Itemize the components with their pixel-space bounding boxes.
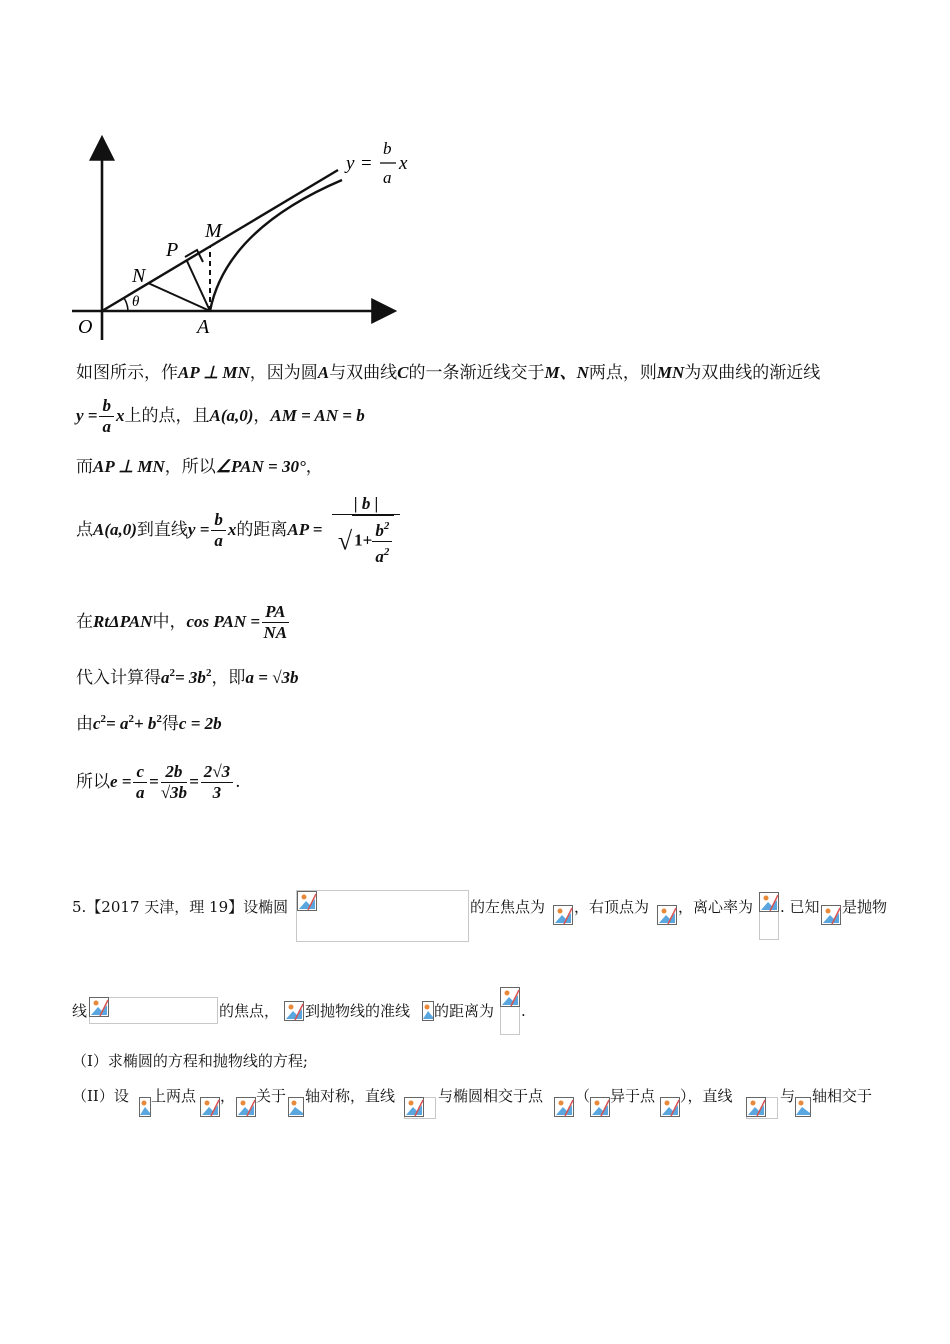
broken-image-icon — [284, 1001, 304, 1021]
broken-image-icon — [297, 891, 317, 911]
broken-image-icon — [746, 1097, 766, 1117]
asymptote-eq: = — [361, 153, 372, 174]
broken-image-icon — [821, 905, 841, 925]
broken-image-icon — [660, 1097, 680, 1117]
solution-line-1: 如图所示，作AP ⊥ MN，因为圆A与双曲线C的一条渐近线交于M、N两点，则MN为双曲线的渐近线 — [76, 363, 821, 383]
fraction-b-over-a: $\frac{b}{a}$ — [99, 396, 114, 437]
hyperbola-figure — [68, 126, 418, 346]
problem-5-head: 5.【2017 天津，理 19】设椭圆 — [72, 898, 289, 916]
problem-5-part-2-d: 关于 — [256, 1087, 287, 1105]
problem-5-part-2-j: 与 — [780, 1087, 796, 1105]
problem-5-line2-a: 线 — [72, 1002, 88, 1020]
problem-5-text-1: 的左焦点为 — [470, 898, 546, 916]
broken-image-icon — [500, 987, 520, 1007]
distance-fraction: | b | √ 1+ $\frac{b^2}{a^2}$ — [332, 494, 401, 567]
problem-5-line2-c: 到抛物线的准线 — [305, 1002, 411, 1020]
problem-5-part-2-f: 与椭圆相交于点 — [438, 1087, 544, 1105]
problem-5-part-2-a: （II）设 — [72, 1087, 129, 1105]
broken-image-icon — [200, 1097, 220, 1117]
fraction-c-over-a: $\frac{c}{a}$ — [133, 762, 147, 803]
label-P: P — [166, 239, 179, 261]
solution-line-8: 所以e = $\frac{c}{a}$ = $\frac{2b}{√3b}$ = $\frac{2√3}{3}$ . — [76, 762, 241, 802]
label-M: M — [205, 220, 222, 242]
problem-5-text-2: ，右顶点为 — [574, 898, 650, 916]
label-theta: θ — [132, 294, 140, 310]
problem-5-part-1: （I）求椭圆的方程和抛物线的方程; — [72, 1052, 308, 1070]
theta-arc — [124, 298, 128, 311]
fraction-PA-over-NA: $\frac{PA}{NA}$ — [263, 602, 288, 642]
broken-image-icon — [89, 997, 109, 1017]
label-N: N — [132, 265, 146, 287]
problem-5-text-4: . 已知 — [780, 898, 820, 916]
problem-5-part-2-b: 上两点 — [151, 1087, 197, 1105]
problem-5-text-5: 是抛物 — [842, 898, 888, 916]
fraction-2root3-over-3: $\frac{2√3}{3}$ — [201, 762, 233, 803]
asymptote-x: x — [399, 153, 408, 174]
problem-5-part-2-e: 轴对称，直线 — [305, 1087, 396, 1105]
solution-line-6: 代入计算得$a^2= 3b^2$，即a = √3b — [76, 667, 299, 688]
broken-image-icon — [553, 905, 573, 925]
broken-image-icon — [236, 1097, 256, 1117]
problem-5-part-2-c: ， — [220, 1087, 236, 1105]
problem-5-line2-b: 的焦点， — [219, 1002, 280, 1020]
label-A: A — [197, 316, 210, 338]
solution-line-7: 由$c^2= a^2+ b^2$得c = 2b — [76, 713, 222, 734]
asymptote-y: y — [346, 153, 355, 174]
problem-5-part-2-k: 轴相交于 — [812, 1087, 873, 1105]
problem-5-line2-d: 的距离为 — [434, 1002, 495, 1020]
hyperbola-curve — [210, 180, 342, 311]
problem-5-part-2-h: 异于点 — [610, 1087, 656, 1105]
broken-image-icon — [759, 892, 779, 912]
broken-image-icon — [657, 905, 677, 925]
broken-image-icon — [404, 1097, 424, 1117]
problem-5-line2-e: . — [521, 1002, 526, 1020]
problem-5-part-2-i: ），直线 — [680, 1087, 733, 1105]
problem-5-part-2-g: （ — [575, 1087, 591, 1105]
broken-image-icon — [422, 1001, 434, 1021]
solution-line-3: 而AP ⊥ MN，所以∠PAN = 30°， — [76, 457, 323, 477]
broken-image-icon — [554, 1097, 574, 1117]
asymptote-b: b — [383, 139, 392, 158]
problem-5-text-3: ，离心率为 — [678, 898, 754, 916]
fraction-2b-over-root3b: $\frac{2b}{√3b}$ — [160, 762, 188, 802]
segment-AN — [148, 283, 210, 311]
label-O: O — [78, 316, 93, 338]
solution-line-4: 点A(a,0)到直线y = $\frac{b}{a}$ x的距离AP = | b | √ 1+ $\frac{b^2}{a^2}$ — [76, 494, 402, 567]
broken-image-icon — [590, 1097, 610, 1117]
asymptote-a: a — [383, 168, 392, 187]
fraction-b-over-a-2: $\frac{b}{a}$ — [211, 510, 226, 551]
solution-line-5: 在RtΔPAN中，cos PAN = $\frac{PA}{NA}$ — [76, 602, 288, 642]
ellipse-equation-image — [296, 890, 469, 942]
solution-line-2: y = $\frac{b}{a}$ x上的点，且A(a,0)，AM = AN = b — [76, 396, 365, 436]
segment-AP — [187, 261, 210, 311]
